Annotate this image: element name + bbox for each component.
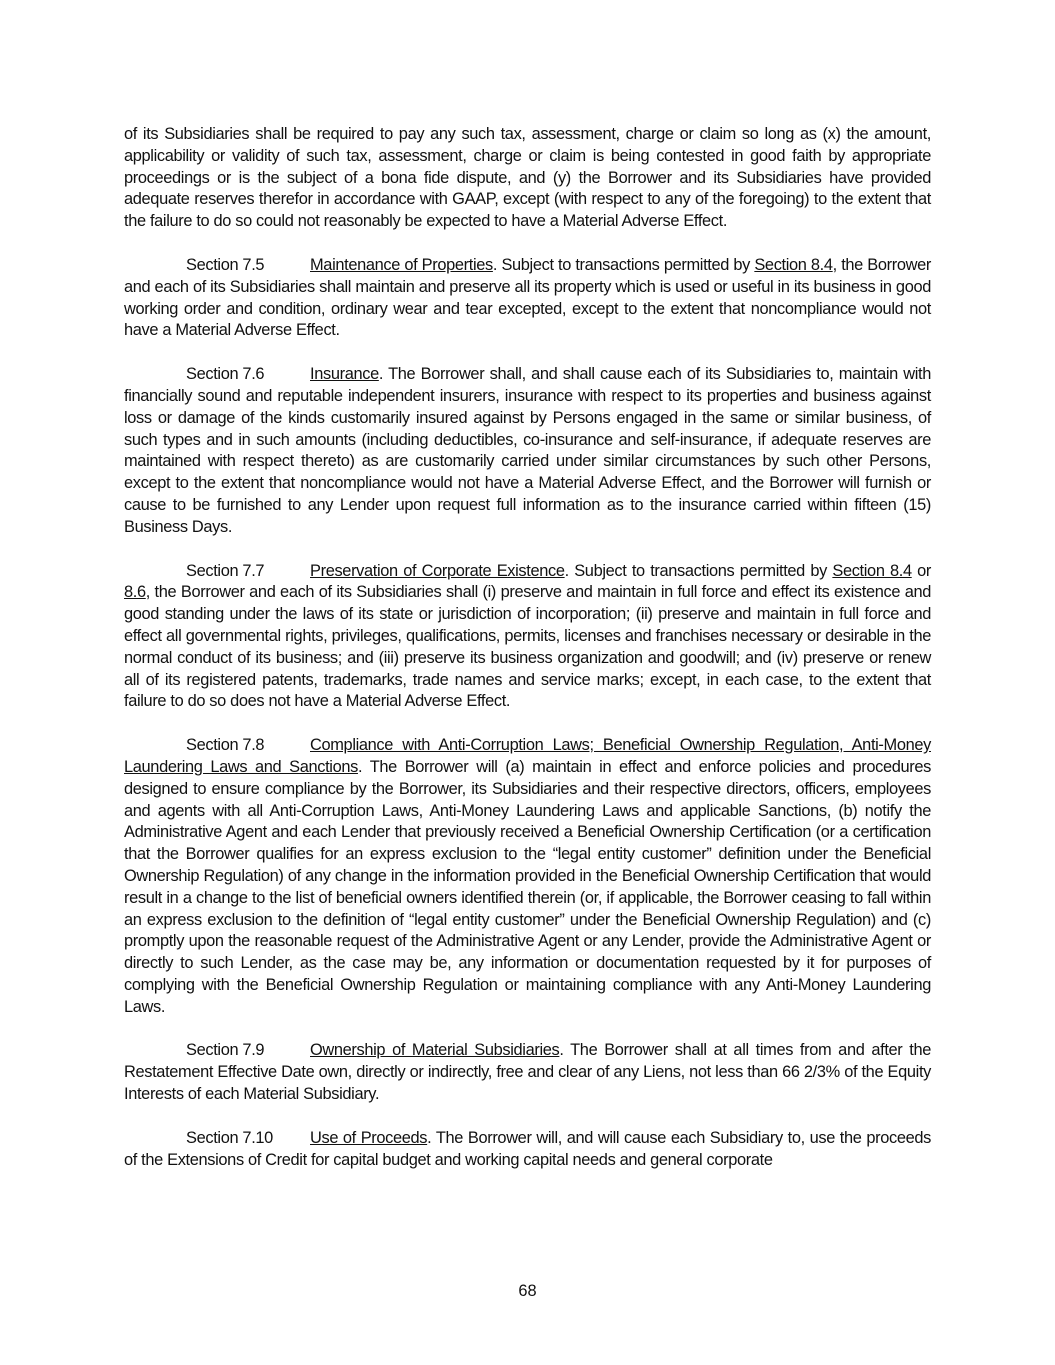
section-title: Compliance with Anti-Corruption Laws; Beneficial Ownership Regulation, Anti-Money Laundering Laws and Sanctions [124, 736, 931, 776]
section-title: Use of Proceeds [310, 1128, 428, 1147]
section-text: , the Borrower and each of its Subsidiaries shall (i) preserve and maintain in full force and effect its existence and good standing under the laws of its state or jurisdiction of incorporation; (ii) preserve and maintain in full force and effect all governmental rights, privileges, qualifications, permits, licenses and franchises necessary or desirable in the normal conduct of its business; and (iii) preserve its business organization and goodwill; and (iv) preserve or renew all of its registered patents, trademarks, trade names and service marks; except, in each case, to the extent that failure to do so does not have a Material Adverse Effect. [124, 583, 931, 711]
section-text: . The Borrower shall, and shall cause each of its Subsidiaries to, maintain with financially sound and reputable independent insurers, insurance with respect to its properties and business against loss or damage of the kinds customarily insured against by Persons engaged in the same or similar business, of such types and in such amounts (including deductibles, co-insurance and self-insurance, if adequate reserves are maintained with respect thereto) as are customarily carried under similar circumstances by such other Persons, except to the extent that noncompliance would not have a Material Adverse Effect, and the Borrower will furnish or cause to be furnished to any Lender upon request full information as to the insurance carried within fifteen (15) Business Days. [124, 365, 931, 536]
section-text: . The Borrower will (a) maintain in effect and enforce policies and procedures designed to ensure compliance by the Borrower, its Subsidiaries and their respective directors, officers, employees and agents with all Anti-Corruption Laws, Anti-Money Laundering Laws and applicable Sanctions, (b) notify the Administrative Agent and each Lender that previously received a Beneficial Ownership Certification (or a certification that the Borrower qualifies for an express exclusion to the “legal entity customer” definition under the Beneficial Ownership Regulation) of any change in the information provided in the Beneficial Ownership Certification that would result in a change to the list of beneficial owners identified therein (or, if applicable, the Borrower ceasing to fall within an express exclusion to the definition of “legal entity customer” under the Beneficial Ownership Regulation) and (c) promptly upon the reasonable request of the Administrative Agent or any Lender, provide the Administrative Agent or directly to such Lender, as the case may be, any information or documentation requested by it for purposes of complying with the Beneficial Ownership Regulation or maintaining compliance with any Anti-Money Laundering Laws. [124, 757, 931, 1016]
section-title: Insurance [310, 365, 379, 384]
section-7-9 [124, 1040, 931, 1105]
section-7-6 [124, 364, 931, 538]
section-number: Section 7.10 [186, 1128, 273, 1147]
section-text: . Subject to transactions permitted by [564, 561, 833, 580]
section-7-10 [124, 1128, 931, 1172]
page-number: 68 [518, 1282, 537, 1300]
section-text: . Subject to transactions permitted by [492, 255, 755, 274]
intro-text: of its Subsidiaries shall be required to pay any such tax, assessment, charge or claim so long as (x) the amount, applicability or validity of such tax, assessment, charge or claim is being contested in good faith by appropriate proceedings or is the subject of a bona fide dispute, and (y) the Borrower and its Subsidiaries have provided adequate reserves therefor in accordance with GAAP, except (with respect to any of the foregoing) to the extent that the failure to do so could not reasonably be expected to have a Material Adverse Effect. [124, 125, 931, 231]
section-text: or [911, 561, 931, 580]
section-number: Section 7.6 [186, 365, 265, 384]
section-text: . The Borrower shall at all times from and after the Restatement Effective Date own, directly or indirectly, free and clear of any Liens, not less than 66 2/3% of the Equity Interests of each Material Subsidiary. [124, 1041, 931, 1104]
section-text: , the Borrower and each of its Subsidiaries shall maintain and preserve all its property which is used or useful in its business in good working order and condition, ordinary wear and tear excepted, except to the extent that noncompliance would not have a Material Adverse Effect. [124, 255, 931, 340]
section-number: Section 7.5 [186, 255, 265, 274]
section-reference: Section 8.4 [832, 561, 912, 580]
section-title: Maintenance of Properties [310, 255, 493, 274]
section-title: Ownership of Material Subsidiaries [310, 1041, 560, 1060]
intro-paragraph [124, 124, 931, 233]
section-reference: 8.6 [124, 583, 146, 602]
document-page [124, 124, 931, 1193]
section-number: Section 7.8 [186, 736, 265, 755]
section-7-8 [124, 735, 931, 1018]
section-number: Section 7.7 [186, 561, 265, 580]
section-text: . The Borrower will, and will cause each Subsidiary to, use the proceeds of the Extensions of Credit for capital budget and working capital needs and general corporate [124, 1128, 931, 1169]
section-title: Preservation of Corporate Existence [310, 561, 565, 580]
section-7-7 [124, 561, 931, 714]
section-reference: Section 8.4 [754, 255, 833, 274]
section-7-5 [124, 255, 931, 342]
section-number: Section 7.9 [186, 1041, 265, 1060]
